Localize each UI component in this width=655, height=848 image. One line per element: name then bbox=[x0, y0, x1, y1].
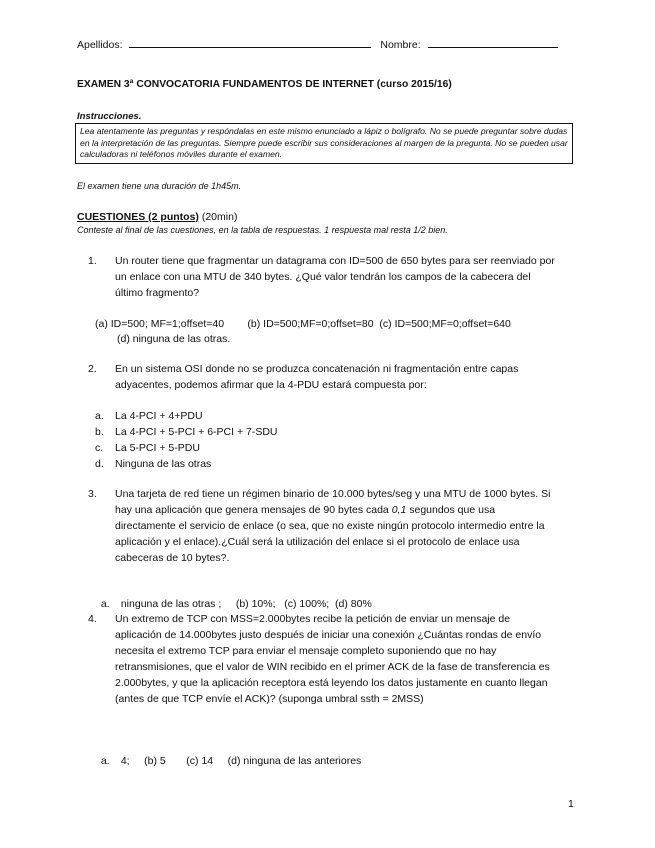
surname-label: Apellidos: bbox=[77, 39, 123, 51]
instructions-heading: Instrucciones. bbox=[77, 111, 142, 122]
question-2-number: 2. bbox=[88, 363, 97, 375]
section-header bbox=[77, 209, 237, 225]
header-line bbox=[77, 37, 577, 53]
duration-text: El examen tiene una duración de 1h45m. bbox=[77, 181, 242, 191]
question-1-text: Un router tiene que fragmentar un datagrama con ID=500 de 650 bytes para ser reenviado por un enlace con una MTU de 340 bytes. ¿Qué valor tendrán los campos de la cabecera del último fragmento? bbox=[115, 255, 555, 299]
question-4-number: 4. bbox=[88, 613, 97, 625]
question-1-number: 1. bbox=[88, 255, 97, 267]
question-4-text: Un extremo de TCP con MSS=2.000bytes recibe la petición de enviar un mensaje de aplicación de 14.000bytes justo después de iniciar una conexión ¿Cuántas rondas de envío necesita el extremo TCP para enviar el mensaje completo suponiendo que no hay retransmisiones, que el valor de WIN recibido en el primer ACK de la fase de transferencia es 2.000bytes, y que la aplicación receptora está leyendo los datos justamente en cuanto llegan (antes de que TCP envíe el ACK)? (suponga umbral ssth = 2MSS) bbox=[115, 613, 550, 705]
instructions-text: Lea atentamente las preguntas y respóndalas en este mismo enunciado a lápiz o bolígrafo. No se puede preguntar sobre dudas en la interpretación de las preguntas. Siempre puede escribir sus consideraciones al margen de la pregunta. No se pueden usar calculadoras ni teléfonos móviles durante el examen. bbox=[80, 126, 568, 159]
question-1-option-d: (d) ninguna de las otras. bbox=[117, 333, 231, 345]
surname-field[interactable] bbox=[129, 37, 371, 48]
section-subtitle: Conteste al final de las cuestiones, en la tabla de respuestas. 1 respuesta mal resta 1/2 bien. bbox=[77, 225, 448, 235]
name-field[interactable] bbox=[428, 37, 558, 48]
question-1-options: (a) ID=500; MF=1;offset=40 (b) ID=500;MF=0;offset=80 (c) ID=500;MF=0;offset=640 bbox=[95, 318, 511, 330]
page-number: 1 bbox=[568, 798, 574, 810]
question-3-options: a. ninguna de las otras ; (b) 10%; (c) 100%; (d) 80% bbox=[100, 598, 372, 610]
section-time: (20min) bbox=[201, 211, 238, 223]
question-4-options: a. 4; (b) 5 (c) 14 (d) ninguna de las anteriores bbox=[100, 755, 362, 767]
question-3-number: 3. bbox=[88, 488, 97, 500]
instructions-box bbox=[75, 123, 573, 164]
section-title: CUESTIONES (2 puntos) bbox=[77, 211, 199, 223]
question-2-options bbox=[95, 408, 278, 472]
list-item: c. La 5-PCI + 5-PDU bbox=[95, 442, 200, 454]
question-3-text: Una tarjeta de red tiene un régimen binario de 10.000 bytes/seg y una MTU de 1000 bytes. Si hay una aplicación que genera mensajes de 90 bytes cada 0,1 segundos que usa directamente el servicio de enlace (o sea, que no existe ningún protocolo intermedio entre la aplicación y el enlace).¿Cuál será la utilización del enlace si el protocolo de enlace usa cabeceras de 10 bytes?. bbox=[115, 488, 551, 564]
list-item: a. La 4-PCI + 4+PDU bbox=[95, 410, 203, 422]
question-2-text: En un sistema OSI donde no se produzca concatenación ni fragmentación entre capas adyacentes, podemos afirmar que la 4-PDU estará compuesta por: bbox=[115, 363, 519, 391]
list-item: b. La 4-PCI + 5-PCI + 6-PCI + 7-SDU bbox=[95, 426, 278, 438]
exam-title: EXAMEN 3ª CONVOCATORIA FUNDAMENTOS DE INTERNET (curso 2015/16) bbox=[77, 79, 452, 90]
list-item: d. Ninguna de las otras bbox=[95, 458, 212, 470]
name-label: Nombre: bbox=[380, 39, 421, 51]
